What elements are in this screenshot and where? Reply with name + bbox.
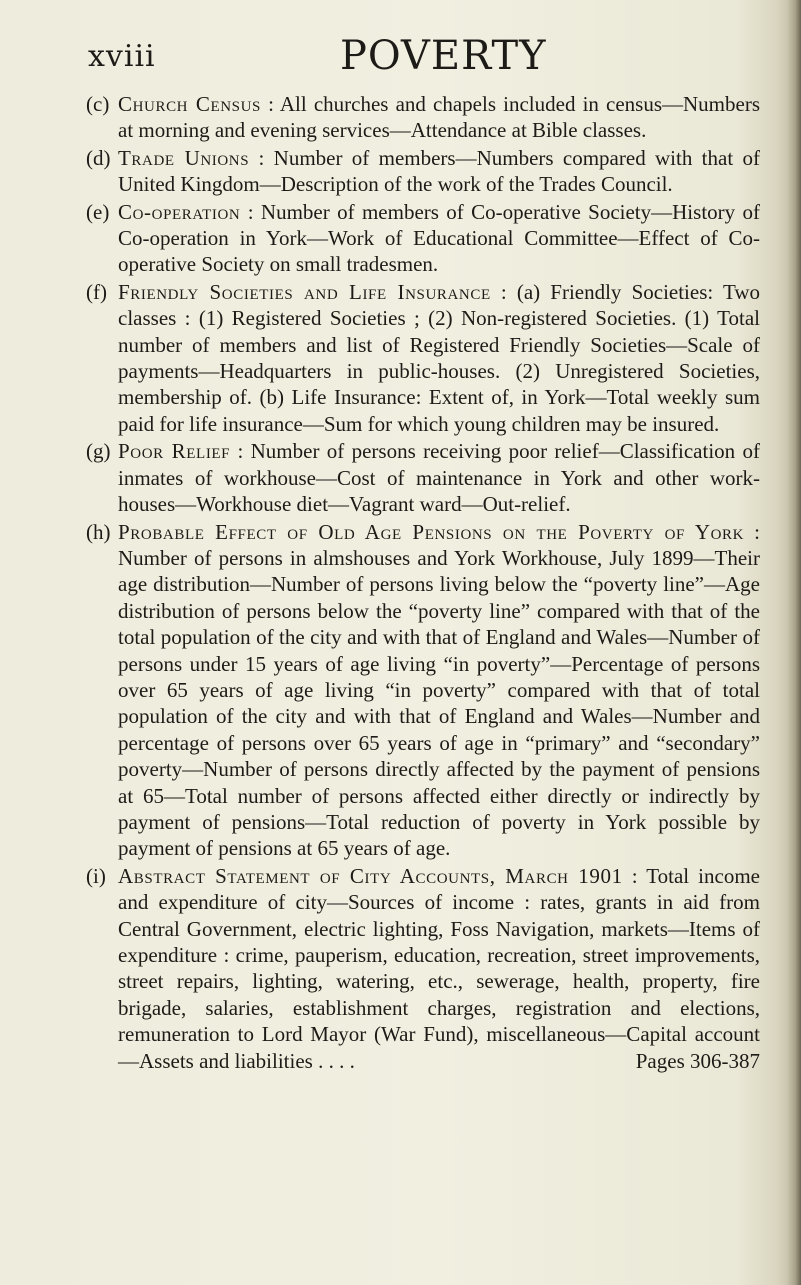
running-title: POVERTY — [340, 33, 547, 79]
entry-text: : Number of members of Co-operative Society—History of Co-operation in York—Work of Educational Committee—Effect of Co-operative Society on small tradesmen. — [118, 199, 760, 277]
page-range: Pages 306-387 — [635, 1048, 760, 1073]
contents-entry-f — [86, 279, 760, 437]
entry-heading: Abstract Statement of City Accounts, March 1901 — [118, 863, 623, 888]
entry-heading: Probable Effect of Old Age Pensions on the Poverty of York — [118, 519, 745, 544]
entry-letter: (g) — [86, 439, 111, 464]
entry-text: : (a) Friendly Societies: Two classes : (1) Registered Societies ; (2) Non-registered Societies. (1) Total number of members and list of Registered Friendly Societies—Scale of payments—Headquarters in public-houses. (2) Unregistered Societies, membership of. (b) Life Insurance: Extent of, in York—Total weekly sum paid for life insurance—Sum for which young children may be insured. — [118, 279, 760, 436]
contents-list — [86, 91, 760, 1075]
entry-letter: (h) — [86, 519, 111, 544]
page-header — [80, 33, 740, 86]
contents-entry-h — [86, 519, 760, 862]
entry-text: : Total income and expenditure of city—Sources of income : rates, grants in aid from Central Government, electric lighting, Foss Navigation, markets—Items of expenditure : crime, pauperism, education, recreation, street improvements, street repairs, lighting, watering, etc., sewerage, health, property, fire brigade, salaries, establishment charges, registration and elections, remuneration to Lord Mayor (War Fund), miscellaneous—Capital account—Assets and liabilities . . . . — [118, 863, 760, 1073]
entry-text: : All churches and chapels included in census—Numbers at morning and evening services—Attendance at Bible classes. — [118, 92, 761, 143]
entry-letter: (d) — [86, 145, 111, 170]
entry-heading: Friendly Societies and Life Insurance — [118, 279, 491, 304]
entry-text: : Number of persons receiving poor relief—Classification of inmates of workhouse—Cost of maintenance in York and other work-houses—Workhouse diet—Vagrant ward—Out-relief. — [118, 439, 761, 517]
contents-entry-i — [86, 863, 760, 1074]
entry-letter: (i) — [86, 863, 106, 888]
contents-entry-e — [86, 199, 760, 278]
entry-heading: Co-operation — [118, 199, 241, 224]
entry-text: : Number of members—Numbers compared with that of United Kingdom—Description of the work of the Trades Council. — [118, 145, 760, 197]
entry-heading: Trade Unions — [118, 145, 250, 170]
page-number: xviii — [88, 39, 156, 74]
entry-letter: (c) — [86, 92, 110, 116]
entry-heading: Church Census — [118, 92, 261, 116]
contents-entry-c — [86, 91, 760, 144]
contents-entry-g — [86, 438, 760, 517]
page-edge-shadow — [787, 0, 801, 1285]
entry-heading: Poor Relief — [118, 439, 231, 464]
contents-entry-d — [86, 145, 760, 198]
entry-letter: (e) — [86, 199, 110, 224]
entry-letter: (f) — [86, 279, 107, 304]
entry-text: : Number of persons in almshouses and York Workhouse, July 1899—Their age distribution—Number of persons living below the “poverty line”—Age distribution of persons below the “poverty line” compared with that of the total population of the city and with that of England and Wales—Number of persons under 15 years of age living “in poverty”—Percentage of persons over 65 years of age living “in poverty” compared with that of total population of the city and with that of England and Wales—Number and percentage of persons over 65 years of age in “primary” and “secondary” poverty—Number of persons directly affected by the payment of pensions at 65—Total number of persons affected either directly or indirectly by payment of pensions—Total reduction of poverty in York possible by payment of pensions at 65 years of age. — [118, 519, 761, 861]
